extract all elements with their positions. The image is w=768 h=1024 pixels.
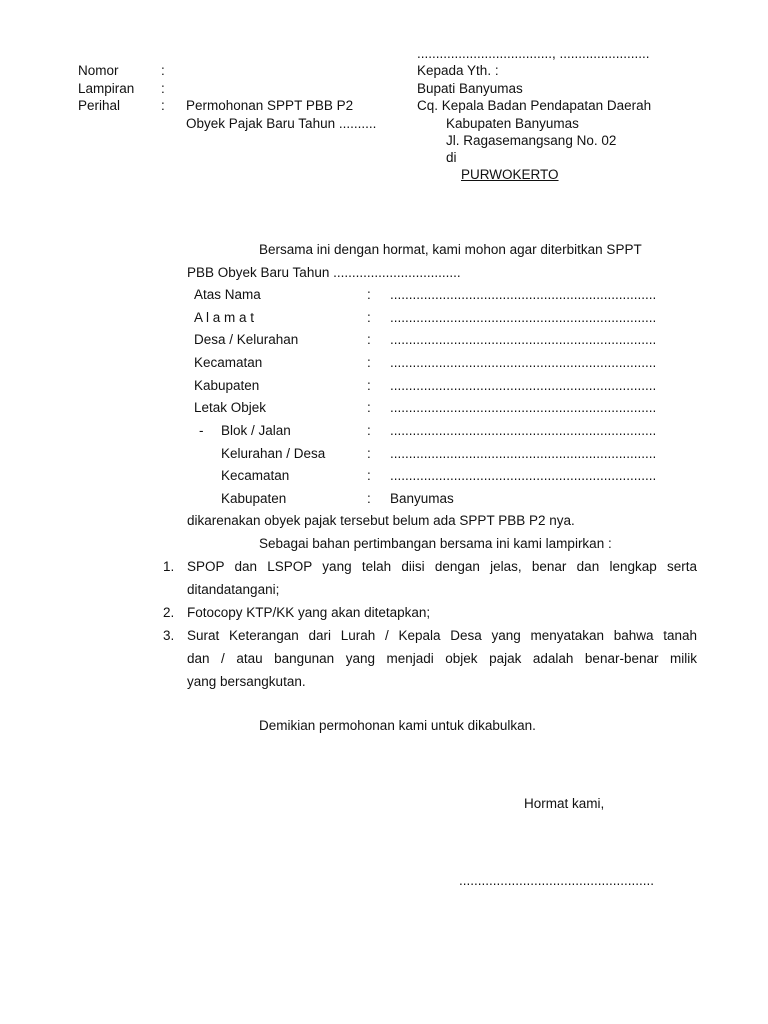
- recipient-kabupaten: Kabupaten Banyumas: [446, 116, 579, 131]
- field-label: Desa / Kelurahan: [194, 332, 299, 347]
- perihal-line-2: Obyek Pajak Baru Tahun ..........: [186, 116, 377, 131]
- date-line: ...................................., ........................: [417, 46, 650, 61]
- attachment-number: 1.: [163, 559, 175, 574]
- field-value: .......................................................................: [390, 355, 657, 370]
- attachment-line: ditandatangani;: [187, 582, 280, 597]
- field-colon: :: [367, 378, 371, 393]
- subfield-value: Banyumas: [390, 491, 454, 506]
- subfield-value: .......................................................................: [390, 468, 657, 483]
- field-colon: :: [367, 310, 371, 325]
- reason-text: dikarenakan obyek pajak tersebut belum ada SPPT PBB P2 nya.: [187, 513, 575, 528]
- lampiran-colon: :: [161, 81, 165, 96]
- attachment-number: 2.: [163, 605, 175, 620]
- perihal-colon: :: [161, 98, 165, 113]
- recipient-cq: Cq. Kepala Badan Pendapatan Daerah: [417, 98, 652, 113]
- closing-text: Demikian permohonan kami untuk dikabulkan.: [259, 718, 536, 733]
- subfield-colon: :: [367, 468, 371, 483]
- attachment-line: dan / atau bangunan yang menjadi objek pajak adalah benar-benar milik: [187, 651, 697, 666]
- field-value: .......................................................................: [390, 378, 657, 393]
- nomor-label: Nomor: [78, 63, 119, 78]
- nomor-colon: :: [161, 63, 165, 78]
- subfield-value: .......................................................................: [390, 446, 657, 461]
- subfield-colon: :: [367, 446, 371, 461]
- perihal-label: Perihal: [78, 98, 121, 113]
- recipient-address: Jl. Ragasemangsang No. 02: [446, 133, 617, 148]
- attachment-line: yang bersangkutan.: [187, 674, 306, 689]
- attachment-line: Surat Keterangan dari Lurah / Kepala Desa yang menyatakan bahwa tanah: [187, 628, 697, 643]
- subfield-colon: :: [367, 423, 371, 438]
- field-label: Letak Objek: [194, 400, 267, 415]
- field-colon: :: [367, 355, 371, 370]
- field-value: .......................................................................: [390, 400, 657, 415]
- field-colon: :: [367, 332, 371, 347]
- recipient-di: di: [446, 150, 457, 165]
- subfield-label: Kecamatan: [221, 468, 290, 483]
- field-value: .......................................................................: [390, 332, 657, 347]
- field-label: Kabupaten: [194, 378, 260, 393]
- field-value: .......................................................................: [390, 287, 657, 302]
- perihal-line-1: Permohonan SPPT PBB P2: [186, 98, 354, 113]
- field-value: .......................................................................: [390, 310, 657, 325]
- attachments-intro: Sebagai bahan pertimbangan bersama ini kami lampirkan :: [259, 536, 612, 551]
- subfield-dash: -: [199, 423, 204, 438]
- subfield-colon: :: [367, 491, 371, 506]
- opening-line-1: Bersama ini dengan hormat, kami mohon agar diterbitkan SPPT: [259, 242, 642, 257]
- field-label: Atas Nama: [194, 287, 261, 302]
- subfield-value: .......................................................................: [390, 423, 657, 438]
- field-label: Kecamatan: [194, 355, 263, 370]
- attachment-line: Fotocopy KTP/KK yang akan ditetapkan;: [187, 605, 431, 620]
- attachment-line: SPOP dan LSPOP yang telah diisi dengan jelas, benar dan lengkap serta: [187, 559, 697, 574]
- attachment-number: 3.: [163, 628, 175, 643]
- kepada-yth: Kepada Yth. :: [417, 63, 499, 78]
- field-label: A l a m a t: [194, 310, 255, 325]
- lampiran-label: Lampiran: [78, 81, 135, 96]
- signature-salutation: Hormat kami,: [524, 796, 605, 811]
- recipient-bupati: Bupati Banyumas: [417, 81, 523, 96]
- opening-line-2: PBB Obyek Baru Tahun ..................................: [187, 265, 461, 280]
- field-colon: :: [367, 400, 371, 415]
- signature-line: ....................................................: [459, 873, 655, 888]
- subfield-label: Kabupaten: [221, 491, 287, 506]
- subfield-label: Blok / Jalan: [221, 423, 291, 438]
- recipient-city: PURWOKERTO: [461, 167, 559, 182]
- subfield-label: Kelurahan / Desa: [221, 446, 326, 461]
- field-colon: :: [367, 287, 371, 302]
